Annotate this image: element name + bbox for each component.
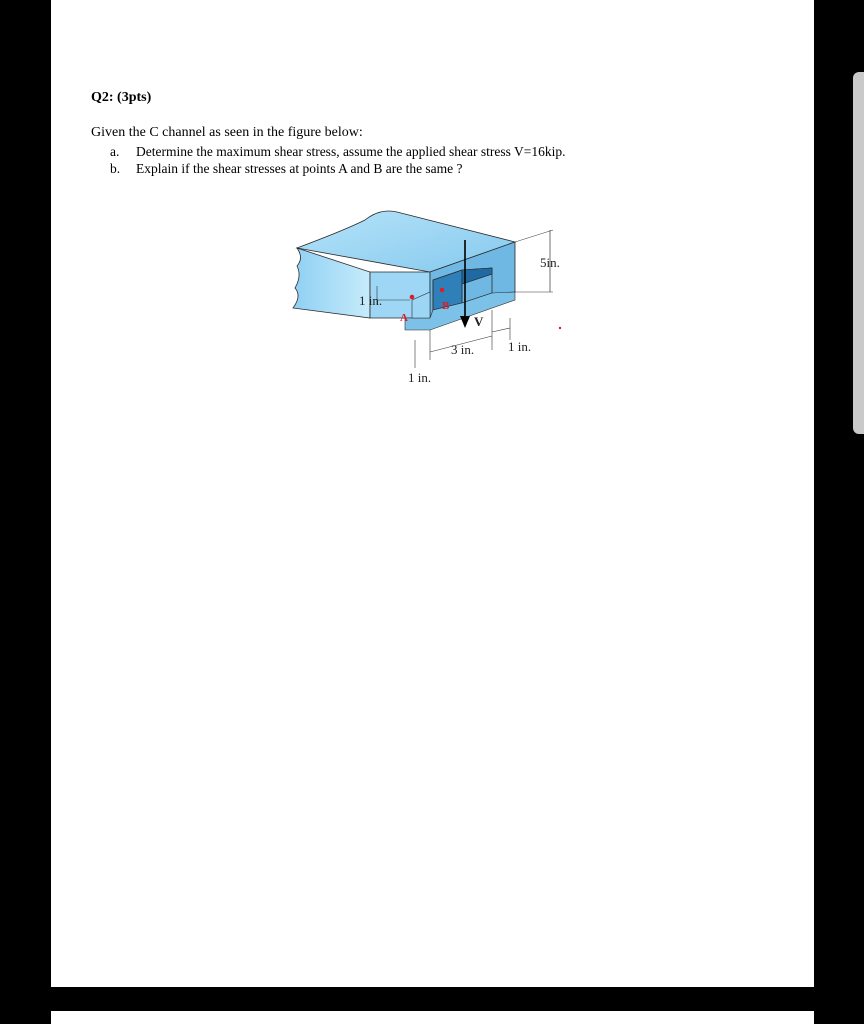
force-arrow-head xyxy=(460,316,470,328)
dim-flange-label: 1 in. xyxy=(359,293,383,308)
point-a-label: A xyxy=(400,312,408,324)
question-title: Q2: (3pts) xyxy=(91,90,152,105)
point-b-label: B xyxy=(442,300,450,312)
dim-web-left-label: 1 in. xyxy=(408,370,432,385)
item-text: Explain if the shear stresses at points A and B are the same ? xyxy=(136,161,463,176)
question-list xyxy=(110,143,566,177)
scrollbar-thumb[interactable] xyxy=(853,72,864,434)
next-page-edge xyxy=(51,1011,814,1024)
item-letter: b. xyxy=(110,161,121,176)
c-channel-figure xyxy=(240,200,580,395)
force-label: V xyxy=(474,314,484,329)
point-b-marker xyxy=(440,288,445,293)
list-item xyxy=(110,160,566,177)
dim-gap-label: 3 in. xyxy=(451,342,475,357)
dim-web-right-label: 1 in. xyxy=(508,339,532,354)
item-text: Determine the maximum shear stress, assume the applied shear stress V=16kip. xyxy=(136,144,566,159)
point-a-marker xyxy=(410,295,415,300)
list-item xyxy=(110,143,566,160)
dim-height-label: 5in. xyxy=(540,255,560,270)
question-intro: Given the C channel as seen in the figure below: xyxy=(91,125,363,140)
item-letter: a. xyxy=(110,144,120,159)
